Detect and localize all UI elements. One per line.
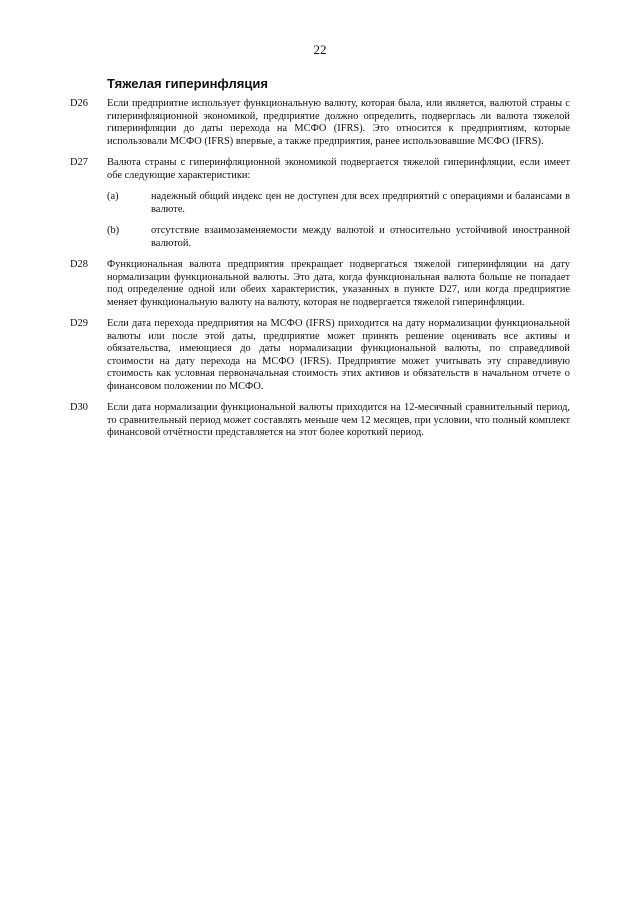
list-item-label: (a) [107, 191, 119, 202]
paragraph-d28 [70, 259, 570, 309]
paragraph-number: D30 [70, 402, 88, 413]
paragraph-d26 [70, 98, 570, 148]
list-item-text: надежный общий индекс цен не доступен для всех предприятий с операциями и балансами в валюте. [151, 191, 570, 215]
paragraph-text: Если дата перехода предприятия на МСФО (IFRS) приходится на дату нормализации функциональной валюты или после этой даты, предприятие может принять решение оценивать все активы и обязательства, имеющиеся до даты нормализации функциональной валюты, по справедливой стоимости на дату перехода на МСФО (IFRS). Предприятие может учитывать эту справедливую стоимость как условная первоначальная стоимость этих активов и обязательств в начальном отчете о финансовом положении по МСФО. [107, 318, 570, 392]
section-heading: Тяжелая гиперинфляция [107, 76, 268, 91]
document-body [70, 98, 570, 449]
paragraph-text: Функциональная валюта предприятия прекращает подвергаться тяжелой гиперинфляции на дату нормализации функциональной валюты. Это дата, когда функциональная валюта больше не попадает под определение одной или обеих характеристик, указанных в пункте D27, или когда предприятие меняет функциональную валюту на валюту, которая не подвергается тяжелой гиперинфляции. [107, 259, 570, 308]
paragraph-text: Валюта страны с гиперинфляционной экономикой подвергается тяжелой гиперинфляции, если имеет обе следующие характеристики: [107, 157, 570, 181]
paragraph-number: D26 [70, 98, 88, 109]
paragraph-number: D29 [70, 318, 88, 329]
list-item-b [107, 225, 570, 250]
paragraph-text: Если дата нормализации функциональной валюты приходится на 12-месячный сравнительный период, то сравнительный период может составлять меньше чем 12 месяцев, при условии, что полный комплект финансовой отчётности представляется на этот более короткий период. [107, 402, 570, 438]
paragraph-d27 [70, 157, 570, 182]
paragraph-text: Если предприятие использует функциональную валюту, которая была, или является, валютой страны с гиперинфляционной экономикой, предприятие должно определить, подверглась ли валюта тяжелой гиперинфляции до даты перехода на МСФО (IFRS). Это относится к предприятиям, которые использовали МСФО (IFRS) впервые, а также предприятия, ранее использовавшие МСФО (IFRS). [107, 98, 570, 147]
paragraph-d29 [70, 318, 570, 393]
paragraph-number: D28 [70, 259, 88, 270]
page-number: 22 [313, 42, 327, 57]
list-item-text: отсутствие взаимозаменяемости между валютой и относительно устойчивой иностранной валютой. [151, 225, 570, 249]
paragraph-number: D27 [70, 157, 88, 168]
paragraph-d30 [70, 402, 570, 440]
list-item-label: (b) [107, 225, 120, 236]
list-item-a [107, 191, 570, 216]
